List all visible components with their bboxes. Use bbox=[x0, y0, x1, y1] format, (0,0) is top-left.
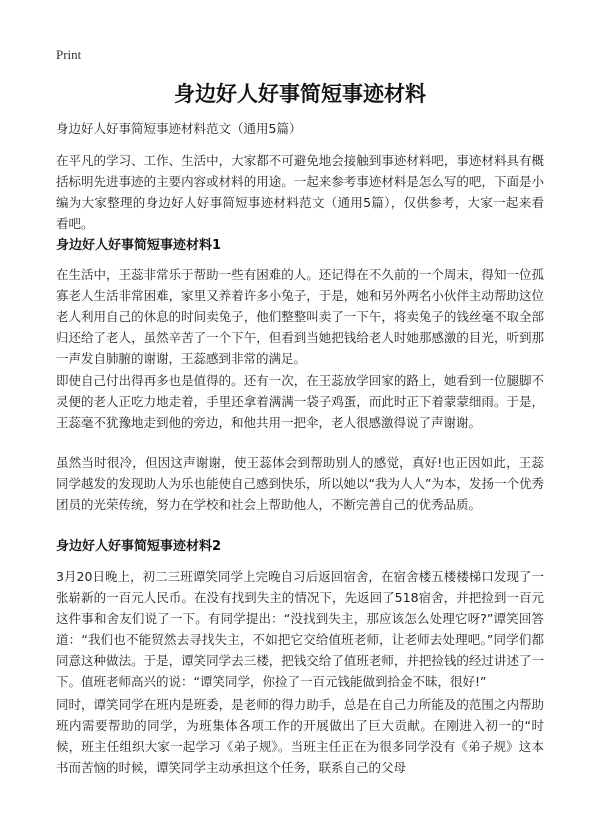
document-title: 身边好人好事简短事迹材料 bbox=[174, 82, 426, 106]
section-2-heading: 身边好人好事简短事迹材料2 bbox=[56, 539, 222, 554]
print-link[interactable]: Print bbox=[56, 47, 82, 62]
document-page bbox=[56, 0, 544, 828]
section-2-paragraph-1: 3月20日晚上，初二三班谭笑同学上完晚自习后返回宿舍，在宿舍楼五楼楼梯口发现了一张崭新的一百元人民币。在没有找到失主的情况下，先返回了518宿舍，并把捡到一百元这件事和舍友们说了一下。有同学提出：“没找到失主，那应该怎么处理它呀?”谭笑回答道：“我们也不能贸然去寻找失主，不如把它交给值班老师，让老师去处理吧。”同学们都同意这种做法。于是，谭笑同学去三楼，把钱交给了值班老师，并把捡钱的经过讲述了一下。值班老师高兴的说：“谭笑同学，你捡了一百元钱能做到拾金不昧，很好!” bbox=[56, 569, 544, 689]
section-1-paragraph-2: 即使自己付出得再多也是值得的。还有一次，在王蕊放学回家的路上，她看到一位腿脚不灵便的老人正吃力地走着，手里还拿着满满一袋子鸡蛋，而此时正下着蒙蒙细雨。于是，王蕊毫不犹豫地走到他的旁边，和他共用一把伞，老人很感激得说了声谢谢。 bbox=[56, 373, 544, 430]
document-subtitle: 身边好人好事简短事迹材料范文（通用5篇） bbox=[56, 121, 302, 136]
intro-paragraph: 在平凡的学习、工作、生活中，大家都不可避免地会接触到事迹材料吧，事迹材料具有概括标明先进事迹的主要内容或材料的用途。一起来参考事迹材料是怎么写的吧，下面是小编为大家整理的身边好人好事简短事迹材料范文（通用5篇），仅供参考，大家一起来看看吧。 bbox=[56, 153, 544, 231]
section-1-paragraph-3: 虽然当时很冷，但因这声谢谢，使王蕊体会到帮助别人的感觉，真好!也正因如此，王蕊同学越发的发现助人为乐也能使自己感到快乐，所以她以“我为人人”为本，发扬一个优秀团员的光荣传统，努力在学校和社会上帮助他人，不断完善自己的优秀品质。 bbox=[56, 455, 544, 512]
section-1-paragraph-1: 在生活中，王蕊非常乐于帮助一些有困难的人。还记得在不久前的一个周末，得知一位孤寡老人生活非常困难，家里又养着许多小兔子，于是，她和另外两名小伙伴主动帮助这位老人利用自己的休息的时间卖兔子，他们整整叫卖了一下午，将卖兔子的钱丝毫不取全部归还给了老人，虽然辛苦了一个下午，但看到当她把钱给老人时她那感激的目光，听到那一声发自肺腑的谢谢，王蕊感到非常的满足。 bbox=[56, 267, 544, 366]
section-2-paragraph-2: 同时，谭笑同学在班内是班委，是老师的得力助手，总是在自己力所能及的范围之内帮助班内需要帮助的同学，为班集体各项工作的开展做出了巨大贡献。在刚进入初一的“时候，班主任组织大家一起学习《弟子规》。当班主任正在为很多同学没有《弟子规》这本书而苦恼的时候，谭笑同学主动承担这个任务，联系自己的父母 bbox=[56, 697, 544, 775]
section-1-heading: 身边好人好事简短事迹材料1 bbox=[56, 238, 222, 253]
